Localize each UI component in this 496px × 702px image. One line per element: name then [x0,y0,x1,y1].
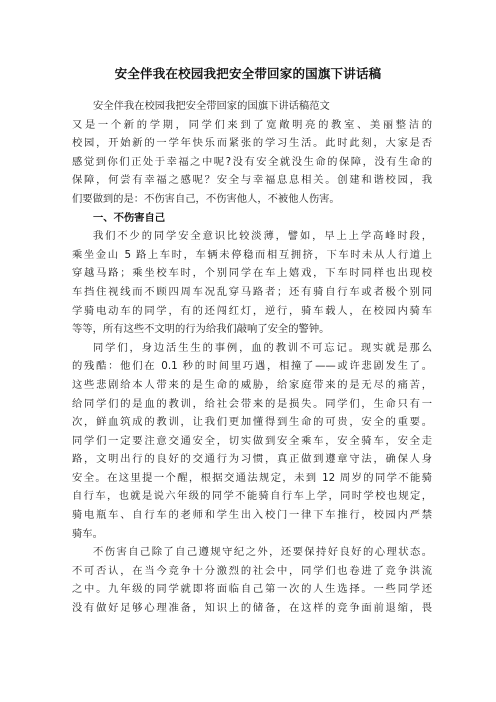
paragraph-line: 乘坐金山 5 路上车时，车辆未停稳而相互拥挤，下车时未从人行道上 [72,248,432,261]
paragraph-line: 骑电瓶车、自行车的老师和学生出入校门一律下车推行，校园内严禁 [72,509,432,522]
paragraph-line: 的残酷：他们在 0.1 秒的时间里巧遇，相撞了——或许悲剧发生了。 [72,360,432,373]
paragraph-line: 给同学们的是血的教训，给社会带来的是损失。同学们，生命只有一 [72,397,432,410]
paragraph-line: 保障，何尝有幸福之感呢？安全与幸福息息相关。创建和谐校园，我 [72,174,432,187]
paragraph-line: 同学们一定要注意交通安全，切实做到安全乘车，安全骑车，安全走 [72,434,432,447]
paragraph-line: 学骑电动车的同学，有的还闯红灯，逆行，骑车载人，在校园内骑车 [72,304,432,317]
paragraph-line: 我们不少的同学安全意识比较淡薄，譬如，早上上学高峰时段， [93,230,432,243]
paragraph-line: 不可否认，在当今竞争十分激烈的社会中，同学们也卷进了竞争洪流 [72,564,432,577]
paragraph-line: 之中。九年级的同学就即将面临自己第一次的人生选择。一些同学还 [72,583,432,596]
paragraph-line: 感觉到你们正处于幸福之中呢?没有安全就没生命的保障，没有生命的 [72,155,432,168]
document-title: 安全伴我在校园我把安全带回家的国旗下讲话稿 [114,66,382,81]
paragraph-line: 次，鲜血筑成的教训，让我们更加懂得到生命的可贵，安全的重要。 [72,416,432,429]
paragraph-line: 自行车，也就是说六年级的同学不能骑自行车上学，同时学校也规定， [72,490,432,503]
paragraph-line: 骑车。 [72,527,103,540]
paragraph-line: 这些悲剧给本人带来的是生命的威胁，给家庭带来的是无尽的痛苦， [72,378,432,391]
document-body [72,97,432,618]
paragraph-line: 等等，所有这些不文明的行为给我们敲响了安全的警钟。 [72,323,330,336]
paragraph-line: 穿越马路；乘坐校车时，个别同学在车上嬉戏，下车时同样也出现校 [72,267,432,280]
paragraph-line: 车挡住视线而不顾四周车况乱穿马路者；还有骑自行车或者极个别同 [72,285,432,298]
paragraph-line: 同学们，身边活生生的事例，血的教训不可忘记。现实就是那么 [93,341,432,354]
paragraph-line: 又是一个新的学期，同学们来到了宽敞明亮的教室、美丽整洁的 [72,118,432,131]
paragraph-line: 不伤害自己除了自己遵规守纪之外，还要保持好良好的心理状态。 [93,546,432,559]
paragraph-line: 安全。在这里提一个醒，根据交通法规定，未到 12 周岁的同学不能骑 [72,471,432,484]
section-heading: 一、不伤害自己 [93,211,166,224]
paragraph-line: 校园，开始新的一学年快乐而紧张的学习生活。此时此刻，大家是否 [72,137,432,150]
paragraph-line: 们要做到的是：不伤害自己，不伤害他人，不被他人伤害。 [72,192,340,205]
paragraph-line: 路，文明出行的良好的交通行为习惯，真正做到遵章守法，确保人身 [72,453,432,466]
subtitle-line: 安全伴我在校园我把安全带回家的国旗下讲话稿范文 [93,100,330,112]
paragraph-line: 没有做好足够心理准备，知识上的储备，在这样的竞争面前退缩，畏 [72,602,432,615]
